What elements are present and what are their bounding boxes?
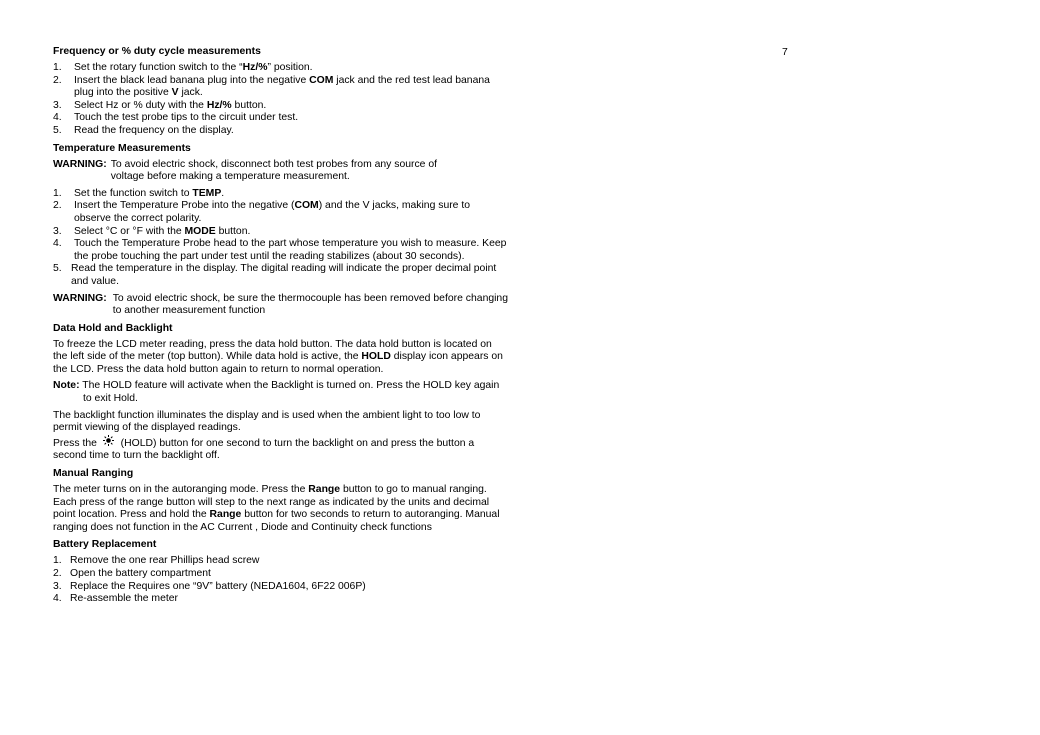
step-text: Touch the Temperature Probe head to the part whose temperature you wish to measure. Keep the probe touching the part under test until the reading stabilizes (about 30 seconds).: [74, 238, 507, 262]
step-text: Remove the one rear Phillips head screw: [70, 555, 260, 567]
step-number: 1.: [53, 62, 62, 73]
list-item: [53, 125, 508, 138]
warning-block: [53, 159, 508, 184]
step-text: button.: [231, 99, 267, 111]
paragraph: [53, 339, 508, 377]
list-item: [53, 62, 508, 75]
step-number: 2.: [53, 568, 62, 579]
step-text: Touch the test probe tips to the circuit under test.: [74, 112, 299, 124]
section-title-manual-ranging: Manual Ranging: [53, 468, 134, 480]
step-text: Select °C or °F with the: [74, 225, 185, 237]
bold-text: Range: [209, 509, 242, 521]
step-number: 5.: [53, 124, 62, 136]
section-title-frequency: Frequency or % duty cycle measurements: [53, 46, 261, 57]
step-text: Read the frequency on the display.: [74, 124, 234, 136]
paragraph-text: button for two seconds to return to autoranging. Manual ranging does not function in the AC Current , Diode and Continuity check functions: [53, 509, 500, 533]
paragraph-text: To freeze the LCD meter reading, press the data hold button. The data hold button is located on the left side of the meter (top button). While data hold is active, the: [53, 338, 492, 363]
step-text: ) and the V jacks, making sure to observe the correct polarity.: [74, 200, 471, 224]
step-number: 1.: [53, 555, 62, 567]
page-number: 7: [782, 47, 788, 58]
step-number: 3.: [53, 99, 62, 111]
step-text: jack.: [178, 87, 203, 99]
section-title-temperature: Temperature Measurements: [53, 142, 191, 154]
warning-label: WARNING:: [53, 292, 107, 304]
warning-text: To avoid electric shock, be sure the thermocouple has been removed before changing to another measurement function: [112, 292, 508, 317]
list-item: [53, 188, 508, 201]
step-text: Insert the black lead banana plug into the negative: [74, 74, 310, 86]
step-text: Open the battery compartment: [70, 568, 211, 579]
step-number: 4.: [53, 112, 62, 124]
warning-label: WARNING:: [53, 158, 107, 170]
step-bold-text: Hz/%: [242, 62, 268, 73]
step-text: jack and the red test lead banana plug into the positive: [74, 74, 490, 99]
step-number: 2.: [53, 200, 62, 212]
step-number: 3.: [53, 225, 62, 237]
section-title-data-hold: Data Hold and Backlight: [53, 322, 173, 334]
step-bold-text: V: [171, 87, 179, 99]
step-text: Read the temperature in the display. The digital reading will indicate the proper decimal point and value.: [71, 263, 497, 287]
step-number: 1.: [53, 187, 62, 199]
note: [53, 380, 508, 405]
step-text: ” position.: [267, 62, 313, 73]
step-text: Re-assemble the meter: [70, 593, 178, 605]
step-number: 5.: [53, 263, 62, 275]
frequency-steps: [53, 62, 508, 138]
step-text: Select Hz or % duty with the: [74, 99, 207, 111]
battery-steps: [53, 555, 508, 605]
list-item: [53, 226, 508, 239]
list-item: [53, 568, 508, 581]
step-bold-text: Hz/%: [206, 99, 232, 111]
bold-text: HOLD: [361, 351, 391, 363]
step-text: Set the rotary function switch to the “: [74, 62, 243, 73]
note-text: The HOLD feature will activate when the Backlight is turned on. Press the HOLD key again to exit Hold.: [79, 380, 500, 405]
list-item: [53, 593, 508, 606]
note-label: Note:: [53, 380, 80, 392]
paragraph: [53, 484, 508, 534]
backlight-sun-icon: [100, 435, 118, 451]
bold-text: Range: [308, 484, 341, 496]
warning-text: To avoid electric shock, disconnect both test probes from any source of voltage before making a temperature measurement.: [110, 158, 438, 183]
step-text: Set the function switch to: [74, 187, 193, 199]
list-item: [53, 200, 508, 225]
step-bold-text: COM: [294, 200, 319, 212]
warning-block: [53, 293, 508, 318]
step-number: 2.: [53, 74, 62, 86]
step-bold-text: MODE: [184, 225, 216, 237]
step-text: .: [221, 187, 225, 199]
temperature-steps: [53, 188, 508, 289]
step-bold-text: COM: [309, 74, 334, 86]
step-bold-text: TEMP: [192, 187, 222, 199]
list-item: [53, 581, 508, 594]
list-item: [53, 263, 508, 288]
paragraph-text: The meter turns on in the autoranging mode. Press the: [53, 484, 309, 496]
list-item: [53, 112, 508, 125]
step-text: Insert the Temperature Probe into the negative (: [74, 200, 295, 212]
step-text: button.: [215, 225, 251, 237]
paragraph: The backlight function illuminates the display and is used when the ambient light to too low to permit viewing of the displayed readings.: [53, 409, 481, 434]
paragraph-text: (HOLD) button for one second to turn the backlight on and press the button a second time to turn the backlight off.: [53, 437, 475, 462]
step-number: 3.: [53, 580, 62, 592]
manual-page: [53, 45, 508, 606]
list-item: [53, 75, 508, 100]
paragraph-text: Press the: [53, 437, 100, 449]
paragraph-text: display icon appears on the LCD. Press the data hold button again to return to normal operation.: [53, 351, 503, 375]
step-number: 4.: [53, 593, 62, 605]
list-item: [53, 555, 508, 568]
section-title-battery: Battery Replacement: [53, 539, 157, 551]
paragraph-text: button to go to manual ranging. Each press of the range button will step to the next range as indicated by the units and decimal point location. Press and hold the: [53, 484, 490, 521]
paragraph: [53, 435, 508, 463]
step-text: Replace the Requires one “9V” battery (NEDA1604, 6F22 006P): [70, 580, 366, 592]
list-item: [53, 238, 508, 263]
list-item: [53, 100, 508, 113]
step-number: 4.: [53, 238, 62, 250]
